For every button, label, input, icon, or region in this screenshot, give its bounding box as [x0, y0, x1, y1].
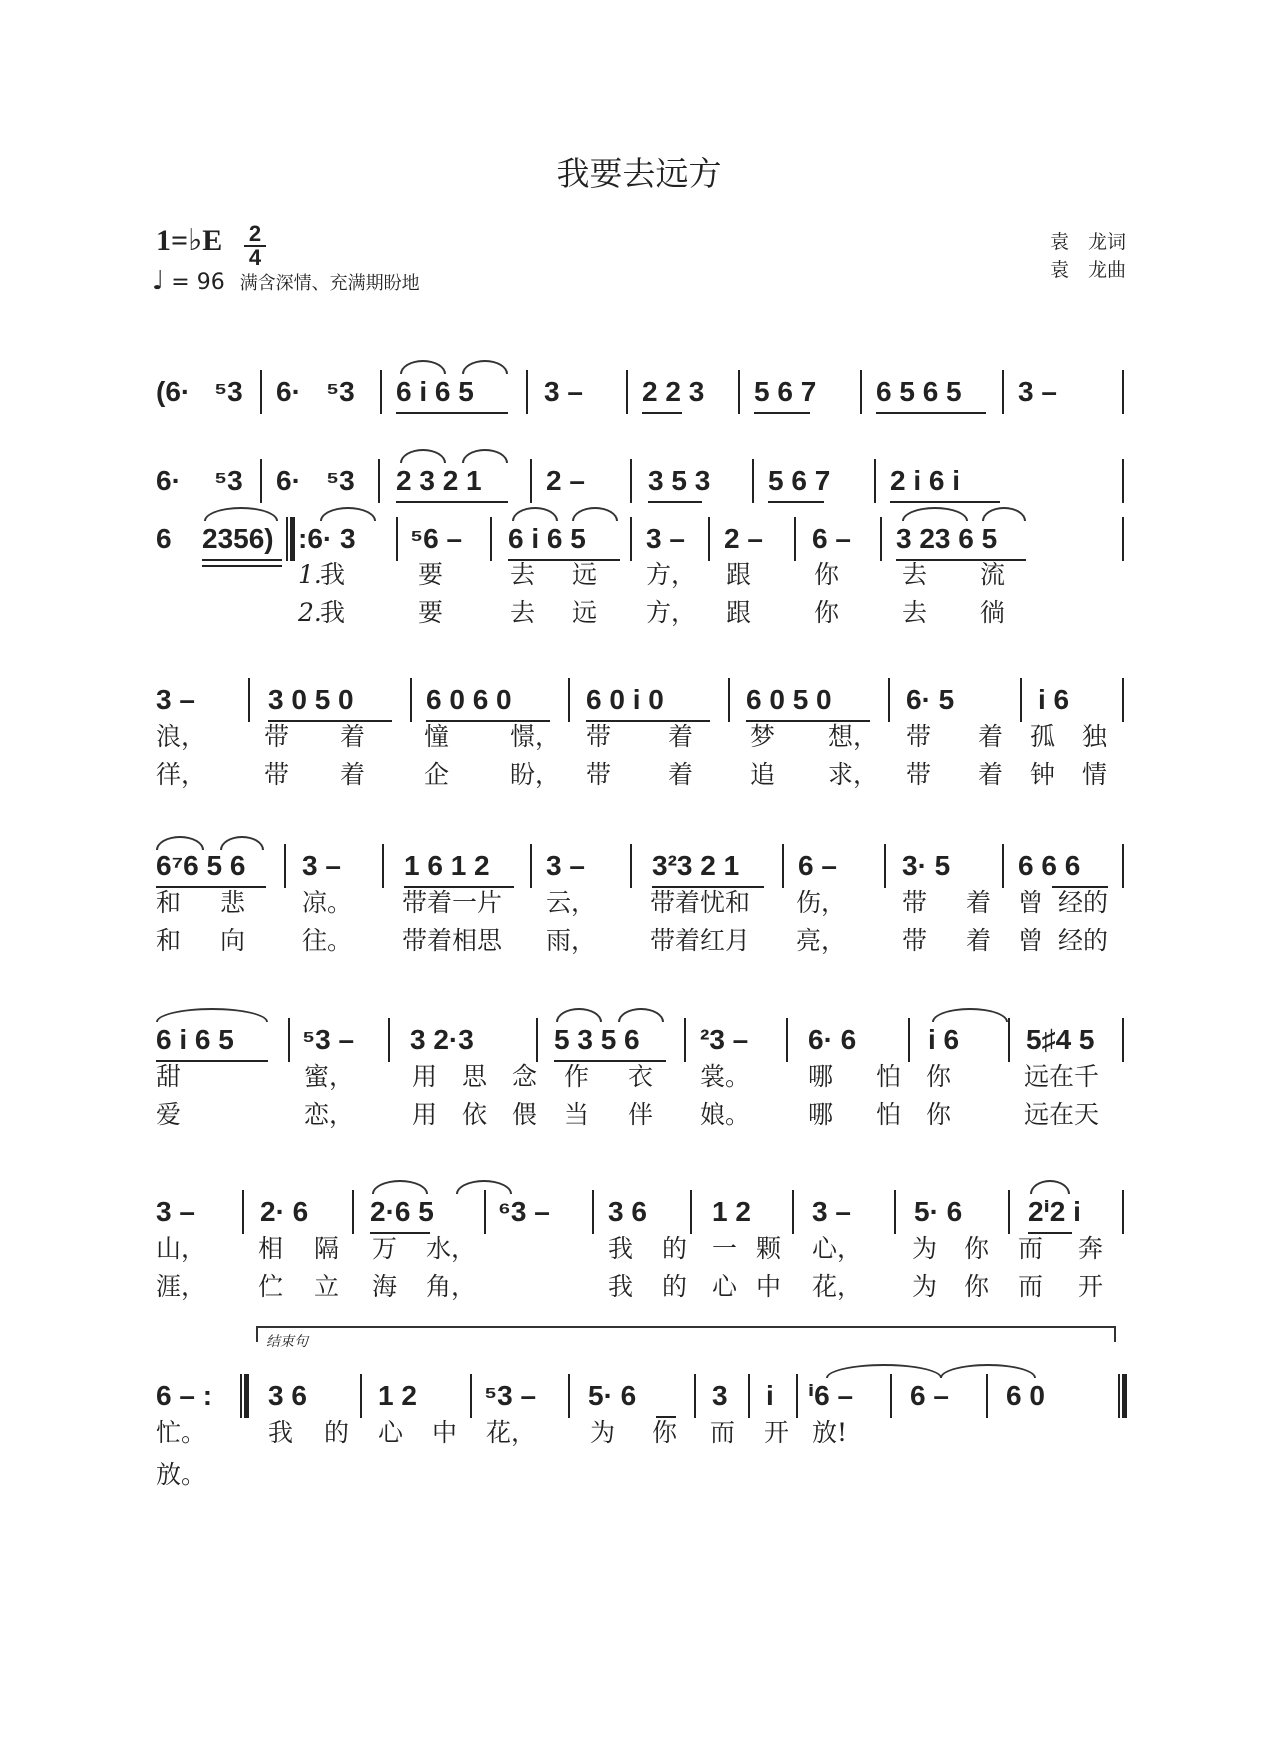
lyric: 远: [572, 560, 598, 589]
lyric: 隔: [314, 1234, 340, 1263]
measure: 1 2: [712, 1196, 751, 1227]
score-row-2: [156, 463, 1124, 509]
lyric: 带: [906, 722, 932, 751]
measure: (6·: [156, 376, 191, 407]
measure: 3 2·3: [410, 1024, 474, 1055]
measure: 2 3 2 1: [396, 465, 482, 496]
lyric: 徜: [980, 598, 1006, 627]
lyric: 水，: [426, 1234, 477, 1263]
composer: 袁 龙曲: [1049, 259, 1126, 281]
lyric: 依: [462, 1100, 488, 1129]
measure: 6 – :: [156, 1380, 213, 1411]
lyric: 你: [814, 560, 840, 589]
lyric: 和: [156, 926, 182, 955]
lyric: 着: [966, 888, 992, 917]
measure: 3 –: [546, 850, 585, 881]
lyric: 曾: [1018, 888, 1044, 917]
lyric: 着: [978, 760, 1004, 789]
measure: 6 0 i 0: [586, 684, 664, 715]
measure: 6 i 6 5: [396, 376, 474, 407]
lyric: 往。: [302, 926, 353, 955]
lyric: 相: [258, 1234, 284, 1263]
lyric: 悲: [220, 888, 246, 917]
measure: 5· 6: [588, 1380, 637, 1411]
lyric: 着: [966, 926, 992, 955]
lyric: 凉。: [302, 888, 353, 917]
lyric: 为: [912, 1272, 938, 1301]
measure: i 6: [1038, 684, 1070, 715]
measure: 6·: [276, 465, 301, 496]
lyric: 盼，: [510, 760, 561, 789]
lyric: 而: [1018, 1272, 1044, 1301]
measure: ⁵6 –: [410, 523, 463, 554]
lyric: 你: [926, 1100, 952, 1129]
lyric: 求，: [828, 760, 879, 789]
lyric: 花，: [486, 1418, 537, 1447]
lyric: 追: [750, 760, 776, 789]
lyric: 方，: [646, 598, 697, 627]
lyric: 远在千: [1024, 1062, 1100, 1091]
lyric: 万: [372, 1234, 398, 1263]
lyric: 憬，: [510, 722, 561, 751]
lyric: 要: [418, 560, 444, 589]
lyric: 要: [418, 598, 444, 627]
measure: 2 –: [546, 465, 585, 496]
measure: 3 6: [268, 1380, 307, 1411]
lyric: 带着一片: [402, 888, 503, 917]
measure: 3 0 5 0: [268, 684, 354, 715]
lyric: 为: [912, 1234, 938, 1263]
lyric: 念: [512, 1062, 538, 1091]
measure: 6 –: [798, 850, 837, 881]
lyric: 着: [978, 722, 1004, 751]
lyric: 你: [926, 1062, 952, 1091]
lyric: 我: [608, 1272, 634, 1301]
lyric: 想，: [828, 722, 879, 751]
lyric: 开: [764, 1418, 790, 1447]
measure: 6 6 6: [1018, 850, 1081, 881]
time-signature: [244, 221, 266, 270]
measure: 3 6: [608, 1196, 647, 1227]
lyric: 放。: [156, 1460, 207, 1489]
lyric: 着: [340, 722, 366, 751]
lyricist: 袁 龙词: [1049, 231, 1126, 253]
measure: 3 –: [544, 376, 583, 407]
lyric: 你: [814, 598, 840, 627]
lyric: 山，: [156, 1234, 207, 1263]
measure: 6 0: [1006, 1380, 1045, 1411]
lyric: 企: [424, 760, 450, 789]
measure: ⁵3 –: [302, 1024, 355, 1055]
lyric: 心: [378, 1418, 404, 1447]
lyric: 立: [314, 1272, 340, 1301]
lyric: 带: [902, 888, 928, 917]
lyric: 用: [412, 1100, 438, 1129]
measure: 6·: [276, 376, 301, 407]
measure: ⁵3: [214, 465, 243, 496]
lyric: 的: [662, 1234, 688, 1263]
lyric: 你: [964, 1272, 990, 1301]
lyric: 雨，: [546, 926, 597, 955]
lyric: 曾: [1018, 926, 1044, 955]
lyric: 浪，: [156, 722, 207, 751]
lyric: 中: [756, 1272, 782, 1301]
tempo-value: = 96: [171, 270, 225, 295]
lyric: 梦: [750, 722, 776, 751]
tempo-marking: [152, 266, 420, 296]
measure: 5· 6: [914, 1196, 963, 1227]
lyric: 思: [462, 1062, 488, 1091]
song-title: 我要去远方: [556, 154, 722, 193]
measure: 2356): [202, 523, 274, 554]
lyric: 独: [1082, 722, 1108, 751]
lyric: 我: [608, 1234, 634, 1263]
measure: 3 –: [156, 684, 195, 715]
measure: 3²3 2 1: [652, 850, 740, 881]
measure: 2 i 6 i: [890, 465, 961, 496]
lyric: 跟: [726, 560, 752, 589]
verse-number: 2.: [298, 598, 322, 627]
lyric: 云，: [546, 888, 597, 917]
lyric: 带: [586, 722, 612, 751]
lyric: 我: [320, 598, 346, 627]
lyric: 你: [652, 1418, 678, 1447]
lyric: 经的: [1058, 926, 1109, 955]
measure: 6 0 5 0: [746, 684, 832, 715]
lyric: 的: [662, 1272, 688, 1301]
lyric: 带: [586, 760, 612, 789]
measure: ⁱ6 –: [808, 1380, 854, 1411]
lyric: 孤: [1030, 722, 1056, 751]
measure: 3 –: [156, 1196, 195, 1227]
lyric: 远在天: [1024, 1100, 1100, 1129]
lyric: 作: [564, 1062, 590, 1091]
lyric: 着: [668, 760, 694, 789]
lyric: 远: [572, 598, 598, 627]
lyric: 带着忧和: [650, 888, 751, 917]
lyric: 忙。: [156, 1418, 207, 1447]
lyric: 你: [964, 1234, 990, 1263]
measure: 2ⁱ2 i: [1028, 1196, 1081, 1227]
lyric: 我: [320, 560, 346, 589]
lyric: 而: [1018, 1234, 1044, 1263]
measure: 5♯4 5: [1026, 1024, 1095, 1055]
measure: 3 –: [812, 1196, 851, 1227]
lyric: 哪: [808, 1100, 834, 1129]
lyric: 怕: [876, 1100, 902, 1129]
lyric: 我: [268, 1418, 294, 1447]
measure: 6 –: [812, 523, 851, 554]
lyric: 哪: [808, 1062, 834, 1091]
lyric: 伴: [628, 1100, 654, 1129]
lyric: 涯，: [156, 1272, 207, 1301]
measure: ²3 –: [700, 1024, 749, 1055]
lyric: 亮，: [796, 926, 847, 955]
measure: ⁵3: [326, 465, 355, 496]
measure: 6·: [156, 465, 181, 496]
measure: 2 2 3: [642, 376, 705, 407]
measure: 6 –: [910, 1380, 949, 1411]
measure: 3· 5: [902, 850, 951, 881]
lyric: 徉，: [156, 760, 207, 789]
lyric: 偎: [512, 1100, 538, 1129]
lyric: 裳。: [700, 1062, 751, 1091]
lyric: 和: [156, 888, 182, 917]
lyric: 角，: [426, 1272, 477, 1301]
lyric: 花，: [812, 1272, 863, 1301]
measure: 5 6 7: [768, 465, 831, 496]
lyric: 带: [902, 926, 928, 955]
measure: 3 –: [302, 850, 341, 881]
meter-bottom: 4: [248, 245, 262, 270]
measure: 2· 6: [260, 1196, 309, 1227]
lyric: 经的: [1058, 888, 1109, 917]
lyric: 甜: [156, 1062, 182, 1091]
lyric: 伫: [258, 1272, 284, 1301]
lyric: 钟: [1030, 760, 1056, 789]
meter-top: 2: [248, 221, 262, 246]
lyric: 带着红月: [650, 926, 751, 955]
lyric: 海: [372, 1272, 398, 1301]
lyric: 心: [712, 1272, 738, 1301]
measure: 6 i 6 5: [156, 1024, 234, 1055]
lyric: 开: [1078, 1272, 1104, 1301]
measure: 6· 5: [906, 684, 955, 715]
lyric: 而: [710, 1418, 736, 1447]
lyric: 情: [1082, 760, 1108, 789]
lyric: 流: [980, 560, 1006, 589]
lyric: 的: [324, 1418, 350, 1447]
lyric: 奔: [1078, 1234, 1104, 1263]
measure: 6 0 6 0: [426, 684, 512, 715]
credits: [1050, 228, 1126, 284]
measure: 5 6 7: [754, 376, 817, 407]
ending-label: 结束句: [266, 1334, 308, 1350]
lyric: 着: [668, 722, 694, 751]
lyric: 为: [590, 1418, 616, 1447]
key-signature: 1=♭E: [156, 224, 223, 257]
lyric: 颗: [756, 1234, 782, 1263]
measure: 2 –: [724, 523, 763, 554]
lyric: 憧: [424, 722, 450, 751]
lyric: 向: [220, 926, 246, 955]
lyric: 带: [264, 760, 290, 789]
measure: 1 6 1 2: [404, 850, 490, 881]
measure: 1 2: [378, 1380, 417, 1411]
quarter-note-icon: ♩: [152, 266, 165, 296]
lyric: 心，: [812, 1234, 863, 1263]
lyric: 中: [432, 1418, 458, 1447]
lyric: 去: [510, 560, 536, 589]
measure: 2·6 5: [370, 1196, 434, 1227]
measure: 3 –: [646, 523, 685, 554]
measure: 6: [156, 523, 172, 554]
lyric: 去: [902, 598, 928, 627]
ending-bracket: [256, 1326, 1116, 1342]
lyric: 去: [510, 598, 536, 627]
verse-number: 1.: [298, 560, 322, 589]
measure: ⁶3 –: [498, 1196, 550, 1227]
measure: 6⁷6 5 6: [156, 850, 246, 881]
lyric: 伤，: [796, 888, 847, 917]
measure: ⁵3: [214, 376, 243, 407]
lyric: 带: [264, 722, 290, 751]
lyric: 怕: [876, 1062, 902, 1091]
measure: ⁵3 –: [484, 1380, 537, 1411]
lyric: 衣: [628, 1062, 654, 1091]
measure: 3: [712, 1380, 728, 1411]
lyric: 爱: [156, 1100, 182, 1129]
score-row-8: [156, 1378, 1124, 1424]
lyric: 娘。: [700, 1100, 751, 1129]
lyric: 蜜，: [304, 1062, 355, 1091]
lyric: 一: [712, 1234, 738, 1263]
measure: i 6: [928, 1024, 960, 1055]
measure: 5 3 5 6: [554, 1024, 640, 1055]
lyric: 放!: [812, 1418, 848, 1447]
lyric: 去: [902, 560, 928, 589]
measure: 6· 6: [808, 1024, 857, 1055]
score-row-1: [156, 374, 1124, 420]
lyric: 恋，: [304, 1100, 355, 1129]
measure: :6· 3: [298, 523, 356, 554]
lyric: 带着相思: [402, 926, 503, 955]
lyric: 当: [564, 1100, 590, 1129]
lyric: 着: [340, 760, 366, 789]
expression-text: 满含深情、充满期盼地: [239, 273, 420, 294]
lyric: 方，: [646, 560, 697, 589]
measure: 6 5 6 5: [876, 376, 962, 407]
measure: i: [766, 1380, 774, 1411]
lyric: 带: [906, 760, 932, 789]
lyric: 跟: [726, 598, 752, 627]
measure: 3 –: [1018, 376, 1057, 407]
measure: 6 i 6 5: [508, 523, 586, 554]
measure: 3 5 3: [648, 465, 711, 496]
measure: ⁵3: [326, 376, 355, 407]
measure: 3 23 6 5: [896, 523, 998, 554]
lyric: 用: [412, 1062, 438, 1091]
